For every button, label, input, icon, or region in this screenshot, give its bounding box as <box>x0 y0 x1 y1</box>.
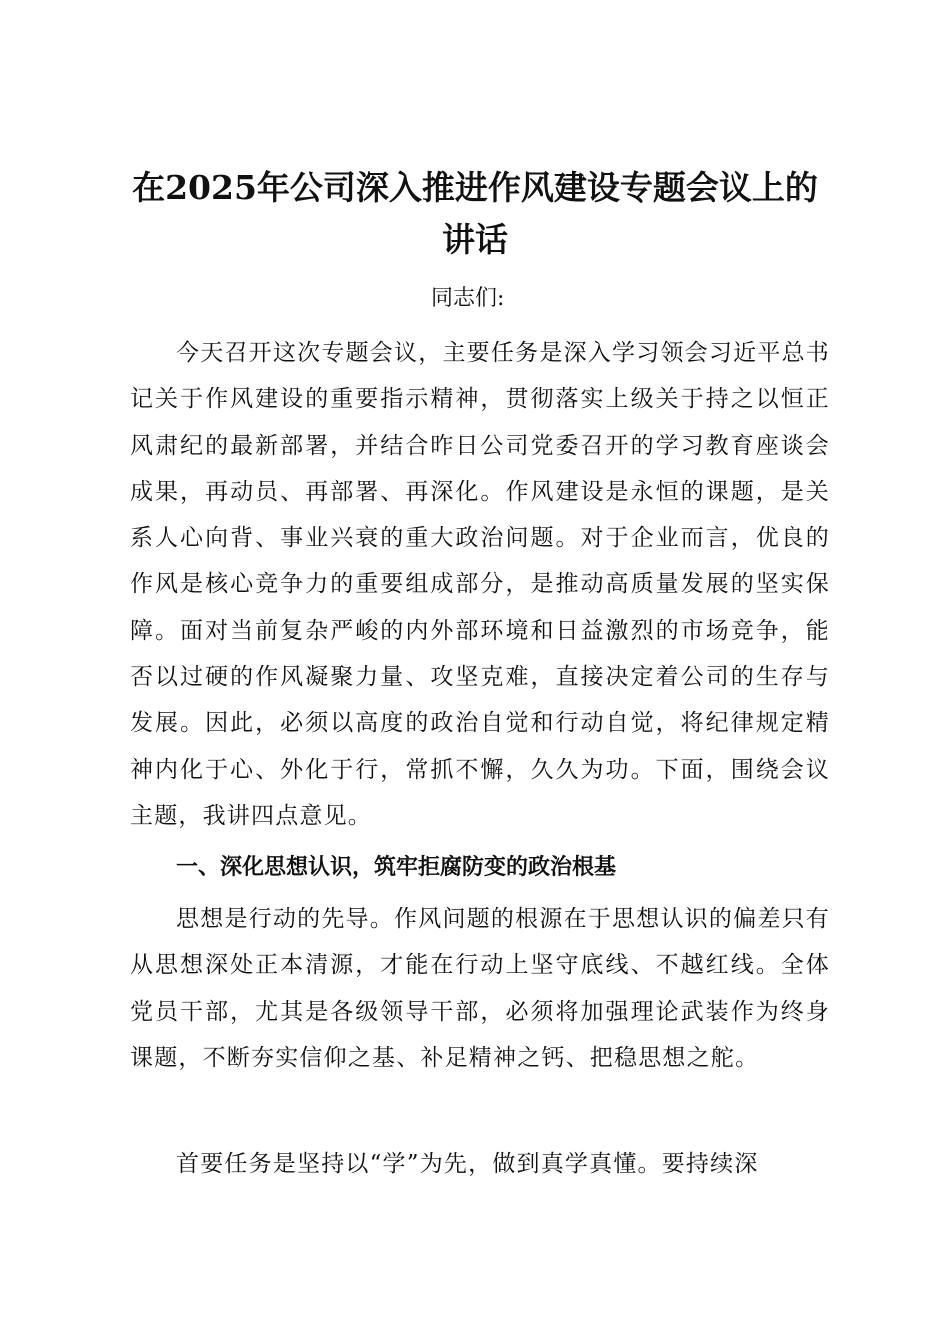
document-title: 在2025年公司深入推进作风建设专题会议上的讲话 <box>132 168 818 259</box>
body-paragraph-study: 首要任务是坚持以“学”为先，做到真学真懂。要持续深 <box>176 1151 759 1177</box>
section-heading-1: 一、深化思想认识，筑牢拒腐防变的政治根基 <box>176 855 617 880</box>
body-paragraph-section1: 思想是行动的先导。作风问题的根源在于思想认识的偏差只有从思想深处正本清源，才能在行动上坚守底线、不越红线。全体党员干部，尤其是各级领导干部，必须将加强理论武装作为终身课题，不断夯实信仰之基、补足精神之钙、把稳思想之舵。 <box>130 906 830 1071</box>
salutation: 同志们: <box>431 286 505 311</box>
body-paragraph-intro: 今天召开这次专题会议，主要任务是深入学习领会习近平总书记关于作风建设的重要指示精神，贯彻落实上级关于持之以恒正风肃纪的最新部署，并结合昨日公司党委召开的学习教育座谈会成果，再动员、再部署、再深化。作风建设是永恒的课题，是关系人心向背、事业兴衰的重大政治问题。对于企业而言，优良的作风是核心竞争力的重要组成部分，是推动高质量发展的坚实保障。面对当前复杂严峻的内外部环境和日益激烈的市场竞争，能否以过硬的作风凝聚力量、攻坚克难，直接决定着公司的生存与发展。因此，必须以高度的政治自觉和行动自觉，将纪律规定精神内化于心、外化于行，常抓不懈，久久为功。下面，围绕会议主题，我讲四点意见。 <box>130 340 830 829</box>
